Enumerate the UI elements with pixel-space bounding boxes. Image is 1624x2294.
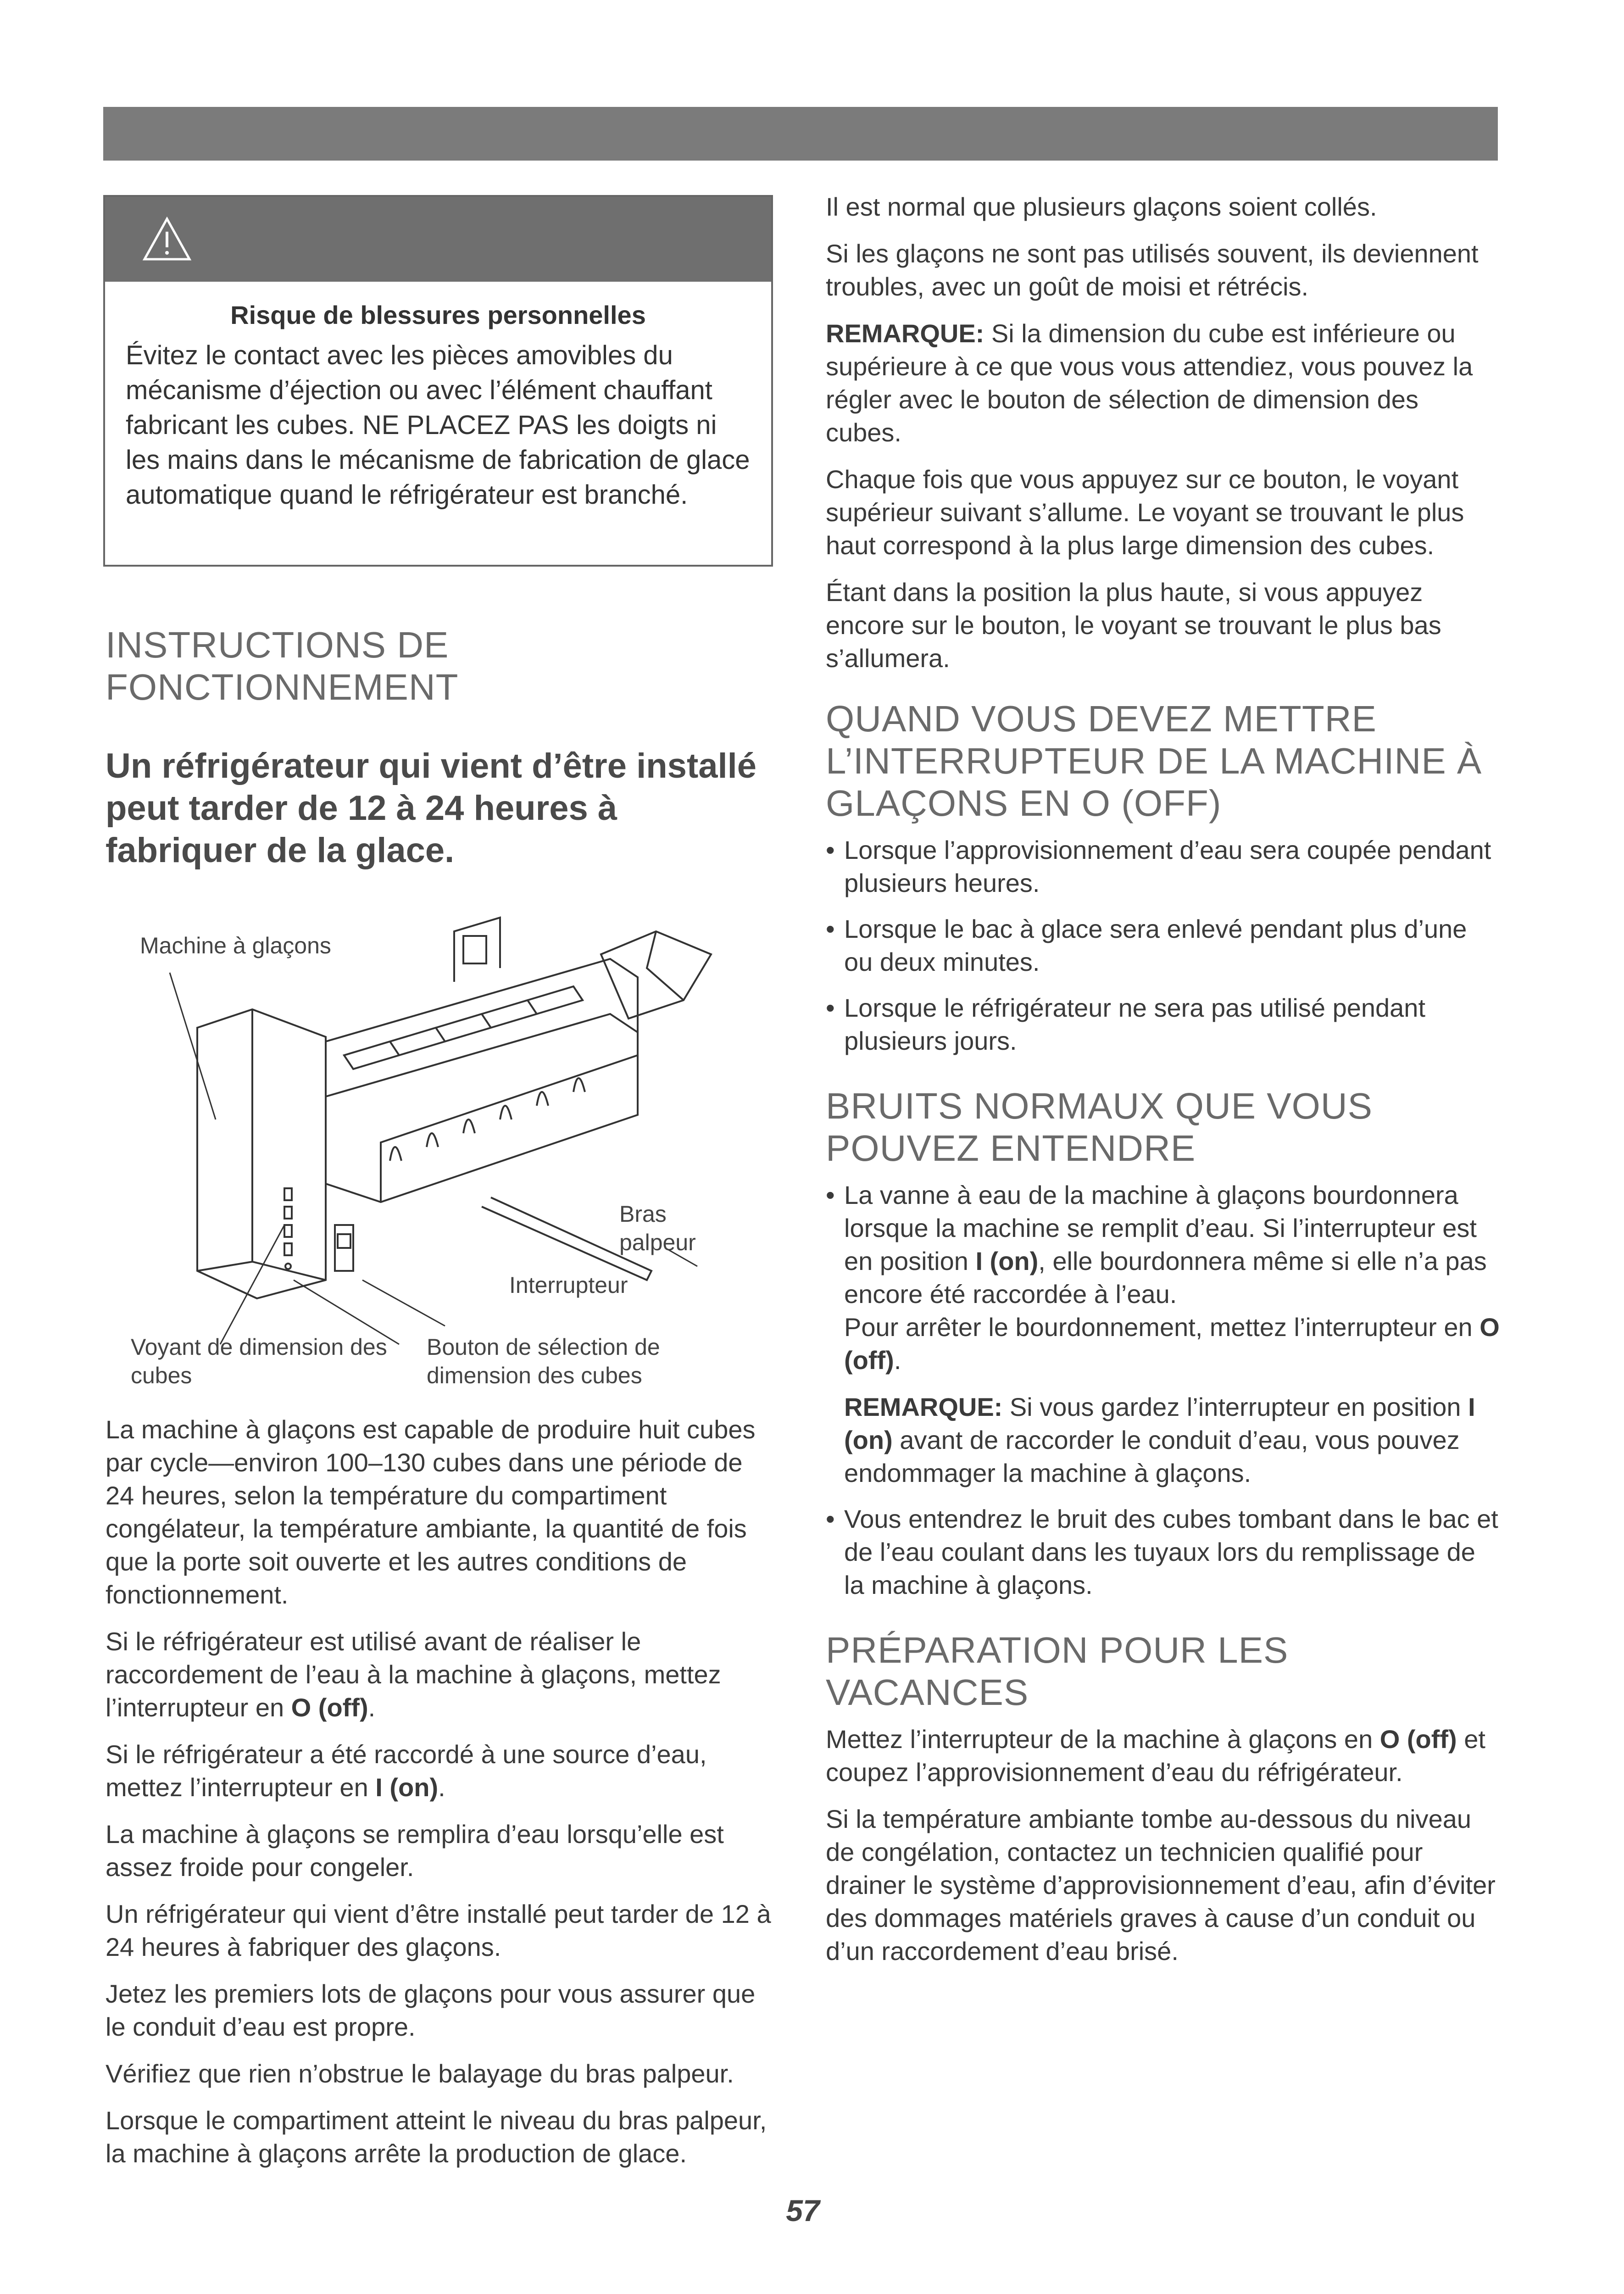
paragraph: Si le réfrigérateur a été raccordé à une source d’eau, mettez l’interrupteur en I (on). bbox=[106, 1740, 707, 1802]
paragraph: Vérifiez que rien n’obstrue le balayage du bras palpeur. bbox=[106, 2059, 734, 2088]
switch-off-list bbox=[826, 834, 1500, 1058]
section-heading-switch-off: QUAND VOUS DEVEZ METTRE L’INTERRUPTEUR DE LA MACHINE À GLAÇONS EN O (OFF) bbox=[826, 698, 1482, 824]
warning-box bbox=[103, 195, 773, 567]
list-item: • Vous entendrez le bruit des cubes tombant dans le bac et de l’eau coulant dans les tuyaux lors du remplissage de la machine à glaçons. bbox=[826, 1503, 1500, 1602]
warning-title: Risque de blessures personnelles bbox=[230, 301, 646, 329]
list-item: • Lorsque l’approvisionnement d’eau sera coupée pendant plusieurs heures. bbox=[826, 834, 1500, 900]
section-subheading: Un réfrigérateur qui vient d’être installé peut tarder de 12 à 24 heures à fabriquer de la glace. bbox=[106, 746, 757, 870]
paragraph: Il est normal que plusieurs glaçons soient collés. bbox=[826, 192, 1377, 221]
right-column bbox=[826, 190, 1500, 1982]
paragraph: Jetez les premiers lots de glaçons pour vous assurer que le conduit d’eau est propre. bbox=[106, 1979, 756, 2041]
warning-text: Évitez le contact avec les pièces amovibles du mécanisme d’éjection ou avec l’élément chauffant fabricant les cubes. NE PLACEZ PAS les doigts ni les mains dans le mécanisme de fabrication de glace automatique quand le réfrigérateur est branché. bbox=[126, 340, 750, 510]
paragraph: La machine à glaçons se remplira d’eau lorsqu’elle est assez froide pour congeler. bbox=[106, 1820, 724, 1882]
paragraph: Mettez l’interrupteur de la machine à glaçons en O (off) et coupez l’approvisionnement d’eau du réfrigérateur. bbox=[826, 1725, 1485, 1787]
list-item: • Lorsque le réfrigérateur ne sera pas utilisé pendant plusieurs jours. bbox=[826, 991, 1500, 1058]
label-bras-palpeur: Bras palpeur bbox=[619, 1201, 696, 1255]
left-column bbox=[106, 624, 775, 2184]
warning-triangle-icon bbox=[142, 216, 192, 262]
remark-paragraph: REMARQUE: Si la dimension du cube est inférieure ou supérieure à ce que vous vous attendiez, vous pouvez la régler avec le bouton de sélection de dimension des cubes. bbox=[826, 319, 1473, 447]
paragraph: La machine à glaçons est capable de produire huit cubes par cycle—environ 100–130 cubes dans une période de 24 heures, selon la température du compartiment congélateur, la température ambiante, la quantité de fois que la porte soit ouverte et les autres conditions de fonctionnement. bbox=[106, 1415, 756, 1609]
warning-header bbox=[105, 197, 771, 282]
paragraph: Si la température ambiante tombe au-dessous du niveau de congélation, contactez un technicien qualifié pour drainer le système d’approvisionnement d’eau, afin d’éviter des dommages matériels graves à cause d’un conduit ou d’un raccordement d’eau brisé. bbox=[826, 1804, 1496, 1965]
paragraph: Étant dans la position la plus haute, si vous appuyez encore sur le bouton, le voyant se trouvant le plus bas s’allumera. bbox=[826, 578, 1441, 673]
paragraph: Un réfrigérateur qui vient d’être installé peut tarder de 12 à 24 heures à fabriquer des glaçons. bbox=[106, 1899, 771, 1961]
list-item: • La vanne à eau de la machine à glaçons bourdonnera lorsque la machine se remplit d’eau. Si l’interrupteur est en position I (on), elle bourdonnera même si elle n’a pas encore été raccordée à l’eau. Pour arrêter le bourdonnement, mettez l’interrupteur en O (off). REMARQUE: Si vous gardez l’interrupteur en position I (on) avant de raccorder le conduit d’eau, vous pouvez endommager la machine à glaçons. bbox=[826, 1179, 1500, 1490]
paragraph: Lorsque le compartiment atteint le niveau du bras palpeur, la machine à glaçons arrête la production de glace. bbox=[106, 2106, 767, 2168]
noises-list bbox=[826, 1179, 1500, 1602]
section-heading-vacation: PRÉPARATION POUR LES VACANCES bbox=[826, 1630, 1289, 1713]
label-bouton: Bouton de sélection de dimension des cubes bbox=[427, 1334, 660, 1388]
label-interrupteur: Interrupteur bbox=[509, 1272, 628, 1298]
ice-maker-diagram bbox=[106, 904, 775, 1399]
ice-maker-illustration bbox=[106, 904, 775, 1399]
paragraph: Si les glaçons ne sont pas utilisés souvent, ils deviennent troubles, avec un goût de moisi et rétrécis. bbox=[826, 239, 1479, 301]
label-machine: Machine à glaçons bbox=[140, 933, 331, 958]
remark-note: REMARQUE: Si vous gardez l’interrupteur en position I (on) avant de raccorder le conduit d’eau, vous pouvez endommager la machine à glaçons. bbox=[844, 1392, 1475, 1487]
header-bar bbox=[103, 107, 1498, 161]
page-number: 57 bbox=[786, 2194, 820, 2227]
paragraph: Si le réfrigérateur est utilisé avant de réaliser le raccordement de l’eau à la machine à glaçons, mettez l’interrupteur en O (off). bbox=[106, 1627, 721, 1722]
section-heading-instructions: INSTRUCTIONS DE FONCTIONNEMENT bbox=[106, 624, 459, 707]
list-item: • Lorsque le bac à glace sera enlevé pendant plus d’une ou deux minutes. bbox=[826, 913, 1500, 979]
section-heading-noises: BRUITS NORMAUX QUE VOUS POUVEZ ENTENDRE bbox=[826, 1086, 1373, 1169]
label-voyant: Voyant de dimension des cubes bbox=[131, 1334, 387, 1388]
paragraph: Chaque fois que vous appuyez sur ce bouton, le voyant supérieur suivant s’allume. Le voyant se trouvant le plus haut correspond à la plus large dimension des cubes. bbox=[826, 465, 1464, 560]
